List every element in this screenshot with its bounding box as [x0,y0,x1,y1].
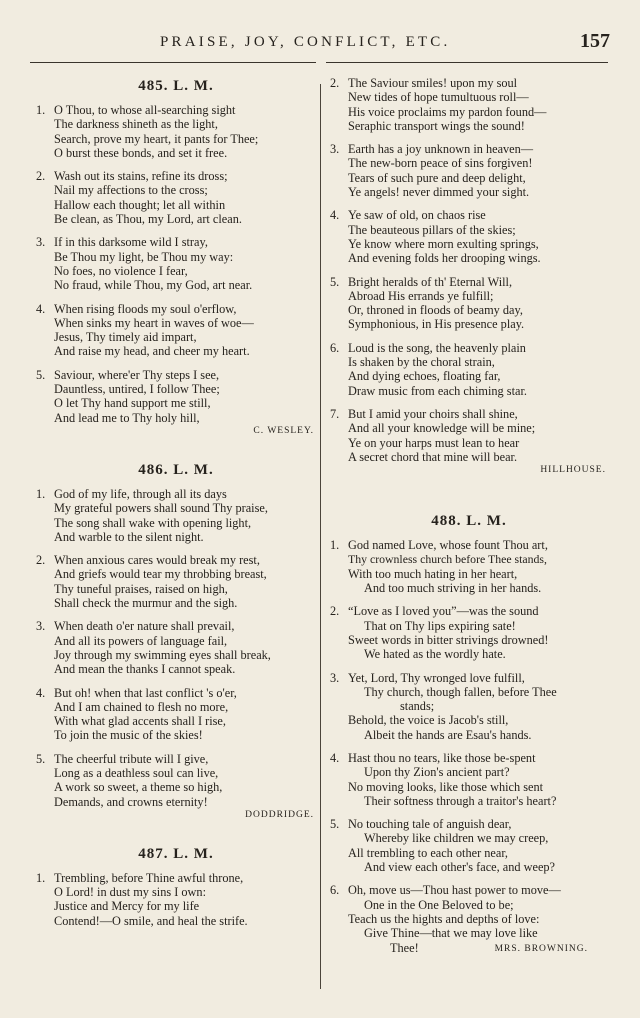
verse-line: And evening folds her drooping wings. [348,251,541,266]
verse-line: Tears of such pure and deep delight, [348,170,526,185]
stanza-1 [36,103,316,160]
verse-line: And view each other's face, and weep? [364,860,556,875]
header-rule-left [30,62,316,63]
verse-line: The beauteous pillars of the skies; [348,222,516,237]
verse-line: O let Thy hand support me still, [54,396,211,411]
verse-line: His voice proclaims my pardon found— [348,104,547,119]
stanza-number: 6. [330,340,340,355]
verse-line: New tides of hope tumultuous roll— [348,90,529,105]
verse-line: Search, prove my heart, it pants for Thee; [54,131,259,146]
verse-line: Teach us the hights and depths of love: [348,911,540,926]
hymn-486 [36,462,316,820]
verse-line: Albeit the hands are Esau's hands. [364,727,532,742]
verse-line: One in the One Beloved to be; [364,897,514,912]
verse-line: And raise my head, and cheer my heart. [54,344,250,359]
stanza-1 [330,538,608,595]
verse-line: With what glad accents shall I rise, [54,714,226,729]
verse-line: Be Thou my light, be Thou my way: [54,249,234,264]
stanza-number: 3. [330,670,340,685]
verse-line: Trembling, before Thine awful throne, [54,870,244,885]
verse-line: The Saviour smiles! upon my soul [348,76,518,90]
hymn-title: 488. L. M. [431,513,507,530]
hymn-author: C. WESLEY. [253,425,314,436]
stanza-number: 2. [36,169,46,184]
stanza-number: 3. [330,142,340,157]
stanza-3 [330,671,608,742]
verse-line: We hated as the wordly hate. [364,647,506,662]
verse-line: Earth has a joy unknown in heaven— [348,142,534,157]
verse-line: But I amid your choirs shall shine, [348,406,518,421]
verse-line: O Lord! in dust my sins I own: [54,885,206,900]
verse-line: Hast thou no tears, like those be-spent [348,750,536,765]
verse-line: And too much striving in her hands. [364,581,542,596]
verse-line: A work so sweet, a theme so high, [54,780,223,795]
hymn-author: DODDRIDGE. [245,809,314,820]
stanza-2 [330,76,608,133]
verse-line: Bright heralds of th' Eternal Will, [348,274,513,289]
stanza-5 [330,275,608,332]
verse-line: Symphonious, in His presence play. [348,317,525,332]
verse-line: O Thou, to whose all-searching sight [54,103,236,117]
stanza-number: 3. [36,619,46,634]
verse-line: “Love as I loved you”—was the sound [348,604,539,619]
stanza-5 [330,817,608,874]
verse-line: Ye angels! never dimmed your sight. [348,185,530,200]
verse-line: Long as a deathless soul can live, [54,765,219,780]
stanza-number: 4. [330,208,340,223]
stanza-5 [36,752,316,809]
verse-line: No touching tale of anguish dear, [348,817,512,832]
verse-line: The darkness shineth as the light, [54,117,218,132]
stanza-3 [330,142,608,199]
verse-line: Jesus, Thy timely aid impart, [54,330,197,345]
stanza-3 [36,619,316,676]
stanza-number: 4. [36,301,46,316]
verse-line: O burst these bonds, and set it free. [54,145,228,160]
verse-line: Behold, the voice is Jacob's still, [348,713,509,728]
stanza-number: 2. [330,604,340,619]
stanza-number: 2. [36,553,46,568]
verse-line: Saviour, where'er Thy steps I see, [54,367,220,382]
verse-line: And dying echoes, floating far, [348,369,501,384]
verse-line: Nail my affections to the cross; [54,183,208,198]
stanza-6 [330,883,608,954]
stanza-4 [36,686,316,743]
stanza-5 [36,368,316,425]
verse-line: Abroad His errands ye fulfill; [348,288,494,303]
verse-line: When death o'er nature shall prevail, [54,619,235,634]
verse-line: Dauntless, untired, I follow Thee; [54,382,220,397]
verse-line: The new-born peace of sins forgiven! [348,156,533,171]
verse-line: And lead me to Thy holy hill, [54,410,200,425]
page-header [0,30,640,58]
stanza-7 [330,407,608,464]
verse-line: Is shaken by the choral strain, [348,355,495,370]
stanza-4 [330,208,608,265]
verse-line: Ye on your harps must lean to hear [348,435,520,450]
hymn-author: MRS. BROWNING. [494,943,588,954]
stanza-number: 3. [36,235,46,250]
verse-line: Thy crownless church before Thee stands, [348,552,547,567]
stanza-number: 4. [36,685,46,700]
stanza-4 [36,302,316,359]
verse-line: Yet, Lord, Thy wronged love fulfill, [348,670,525,685]
verse-line: With too much hating in her heart, [348,566,518,581]
stanza-2 [330,604,608,661]
hymn-487 [36,846,316,928]
verse-line: Whereby like children we may creep, [364,831,549,846]
verse-line: That on Thy lips expiring sate! [364,618,516,633]
verse-line: To join the music of the skies! [54,728,203,743]
verse-line: Seraphic transport wings the sound! [348,118,525,133]
verse-line: Contend!—O smile, and heal the strife. [54,913,248,928]
page-number: 157 [580,30,610,52]
stanza-number: 7. [330,406,340,421]
stanza-2 [36,553,316,610]
verse-line: My grateful powers shall sound Thy praise, [54,501,268,516]
verse-line: And all your knowledge will be mine; [348,421,536,436]
hymn-title: 487. L. M. [138,845,214,862]
verse-line: Be clean, as Thou, my Lord, art clean. [54,212,242,227]
stanza-number: 1. [36,486,46,501]
stanza-number: 5. [330,817,340,832]
stanza-4 [330,751,608,808]
verse-line: Or, throned in floods of beamy day, [348,303,523,318]
verse-line: God named Love, whose fount Thou art, [348,538,548,553]
verse-line: Give Thine—that we may love like [364,926,538,941]
verse-line: No moving looks, like those which sent [348,779,544,794]
verse-line: If in this darksome wild I stray, [54,235,208,250]
verse-line: And griefs would tear my throbbing breast, [54,567,267,582]
left-column [36,76,316,938]
verse-line: Loud is the song, the heavenly plain [348,340,526,355]
verse-line: Demands, and crowns eternity! [54,794,208,809]
stanza-6 [330,341,608,398]
column-divider [320,84,321,989]
verse-line: And all its powers of language fail, [54,633,228,648]
stanza-2 [36,169,316,226]
hymn-author: HILLHOUSE. [540,465,606,476]
stanza-number: 5. [36,367,46,382]
verse-line: Shall check the murmur and the sigh. [54,596,238,611]
stanza-number: 4. [330,750,340,765]
hymn-488 [330,513,608,955]
verse-line: Their softness through a traitor's heart? [364,793,557,808]
verse-line: When anxious cares would break my rest, [54,553,260,568]
verse-line: Ye know where morn exulting springs, [348,236,539,251]
hymn-title: 486. L. M. [138,461,214,478]
stanza-1 [36,871,316,928]
hymn-485 [36,78,316,436]
verse-line: The cheerful tribute will I give, [54,751,209,766]
verse-line: All trembling to each other near, [348,845,508,860]
stanza-number: 2. [330,76,340,90]
verse-line: God of my life, through all its days [54,486,227,501]
verse-line: When sinks my heart in waves of woe— [54,315,254,330]
verse-line: Sweet words in bitter strivings drowned! [348,632,549,647]
verse-line: Hallow each thought; let all within [54,197,226,212]
verse-line: And warble to the silent night. [54,529,204,544]
verse-line: A secret chord that mine will bear. [348,449,518,464]
verse-line: No foes, no violence I fear, [54,263,188,278]
hymn-title: 485. L. M. [138,78,214,94]
stanza-1 [36,487,316,544]
verse-line: The song shall wake with opening light, [54,515,252,530]
verse-line: And mean the thanks I cannot speak. [54,662,236,677]
stanza-number: 5. [36,751,46,766]
stanza-number: 1. [330,538,340,553]
hymn-487-continued [330,76,608,475]
verse-line: Wash out its stains, refine its dross; [54,169,228,184]
verse-line: stands; [400,699,435,714]
running-title: PRAISE, JOY, CONFLICT, ETC. [160,34,451,50]
verse-line: Upon thy Zion's ancient part? [364,765,510,780]
verse-line: When rising floods my soul o'erflow, [54,301,237,316]
verse-line: Draw music from each chiming star. [348,383,527,398]
verse-line: And I am chained to flesh no more, [54,699,229,714]
stanza-number: 1. [36,870,46,885]
stanza-number: 5. [330,274,340,289]
verse-line: Joy through my swimming eyes shall break, [54,647,271,662]
verse-line: But oh! when that last conflict 's o'er, [54,685,237,700]
verse-line: Ye saw of old, on chaos rise [348,208,486,223]
stanza-3 [36,235,316,292]
stanza-number: 6. [330,883,340,898]
right-column [330,76,608,965]
verse-line: Thy tuneful praises, raised on high, [54,581,228,596]
stanza-number: 1. [36,103,46,117]
header-rule-right [326,62,608,63]
verse-line: No fraud, while Thou, my God, art near. [54,278,253,293]
verse-line: Thee! [390,940,419,955]
verse-line: Thy church, though fallen, before Thee [364,684,557,699]
verse-line: Justice and Mercy for my life [54,899,200,914]
verse-line: Oh, move us—Thou hast power to move— [348,883,561,898]
